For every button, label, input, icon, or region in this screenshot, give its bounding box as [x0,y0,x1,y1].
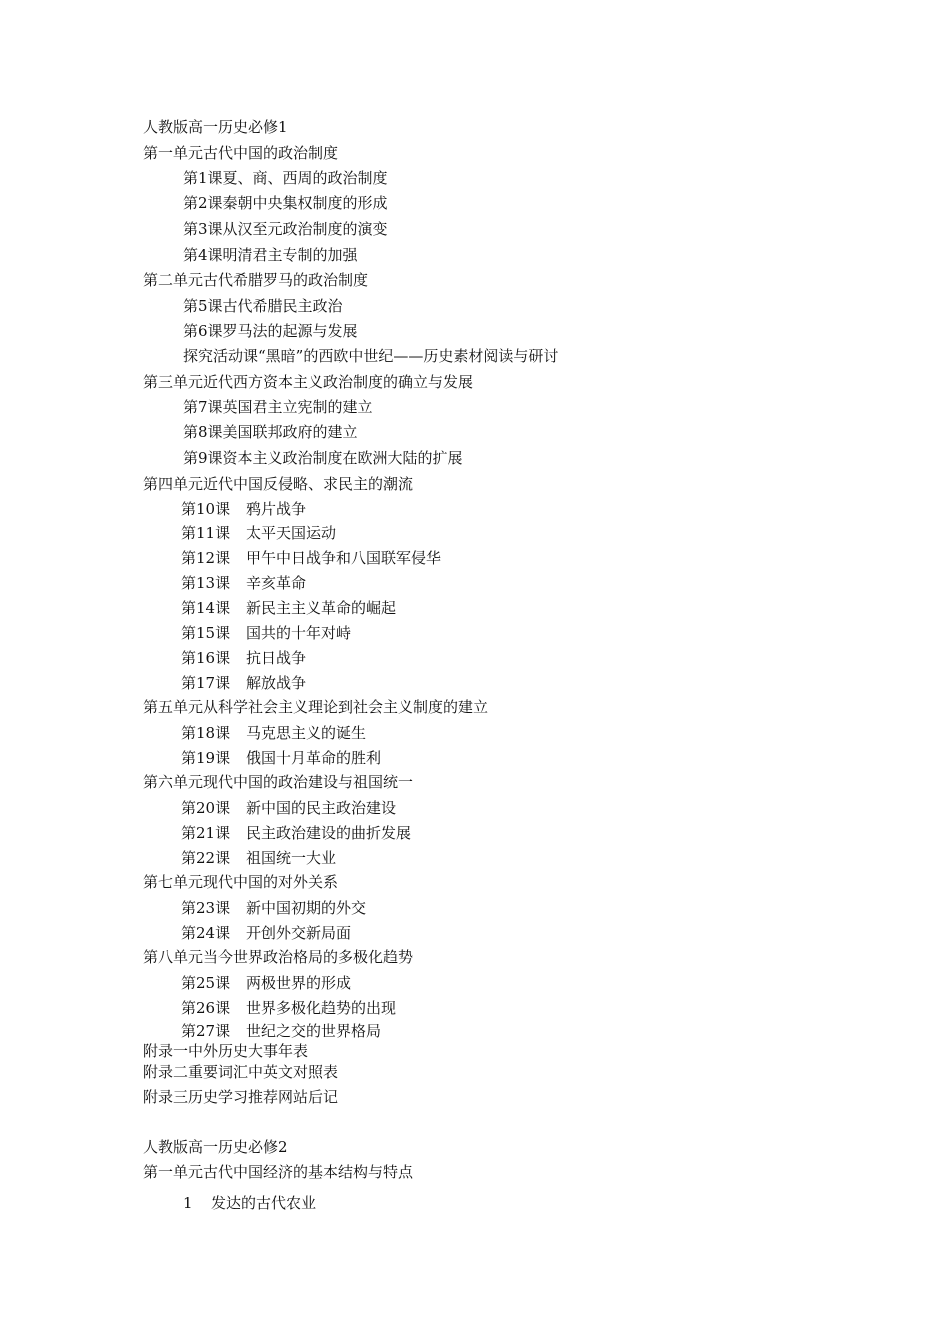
lesson-number: 第12课 [181,549,231,567]
lesson-20 [181,798,396,818]
lesson-title: 解放战争 [246,674,307,692]
lesson-title: 新中国的民主政治建设 [246,799,397,817]
inquiry-activity-lesson: 探究活动课“黑暗”的西欧中世纪——历史素材阅读与研讨 [183,347,559,365]
lesson-title: 马克思主义的诞生 [246,724,367,742]
lesson-24 [181,923,351,943]
lesson-title: 甲午中日战争和八国联军侵华 [246,549,442,567]
lesson-title: 新中国初期的外交 [246,899,367,917]
lesson-23 [181,898,366,918]
appendix-2: 附录二重要词汇中英文对照表 [143,1063,339,1081]
lesson-number: 第17课 [181,674,231,692]
lesson-17 [181,673,306,693]
lesson-title: 民主政治建设的曲折发展 [246,824,412,842]
lesson-25 [181,973,351,993]
lesson-number: 第18课 [181,724,231,742]
book2-title: 人教版高一历史必修2 [143,1138,288,1156]
lesson-18 [181,723,366,743]
lesson-14 [181,598,396,618]
lesson-title: 鸦片战争 [246,500,307,518]
lesson-number: 第21课 [181,824,231,842]
lesson-number: 第19课 [181,749,231,767]
lesson-3: 第3课从汉至元政治制度的演变 [183,220,388,238]
unit-8-heading: 第八单元当今世界政治格局的多极化趋势 [143,948,414,966]
lesson-6: 第6课罗马法的起源与发展 [183,322,358,340]
lesson-26 [181,998,396,1018]
lesson-1: 第1课夏、商、西周的政治制度 [183,169,388,187]
lesson-title: 新民主主义革命的崛起 [246,599,397,617]
appendix-3: 附录三历史学习推荐网站后记 [143,1088,339,1106]
lesson-title: 世纪之交的世界格局 [246,1022,382,1040]
lesson-number: 第20课 [181,799,231,817]
lesson-number: 第23课 [181,899,231,917]
lesson-7: 第7课英国君主立宪制的建立 [183,398,373,416]
lesson-8: 第8课美国联邦政府的建立 [183,423,358,441]
lesson-title: 两极世界的形成 [246,974,352,992]
lesson-number: 第27课 [181,1022,231,1040]
lesson-title: 太平天国运动 [246,524,337,542]
lesson-number: 第25课 [181,974,231,992]
lesson-number: 第26课 [181,999,231,1017]
lesson-number: 第11课 [181,524,231,542]
lesson-4: 第4课明清君主专制的加强 [183,246,358,264]
unit-6-heading: 第六单元现代中国的政治建设与祖国统一 [143,773,414,791]
unit-7-heading: 第七单元现代中国的对外关系 [143,873,339,891]
lesson-title: 发达的古代农业 [211,1194,317,1212]
lesson-title: 抗日战争 [246,649,307,667]
lesson-title: 国共的十年对峙 [246,624,352,642]
lesson-number: 1 [183,1194,193,1212]
lesson-5: 第5课古代希腊民主政治 [183,297,343,315]
book2-unit-1-heading: 第一单元古代中国经济的基本结构与特点 [143,1163,414,1181]
unit-4-heading: 第四单元近代中国反侵略、求民主的潮流 [143,475,414,493]
appendix-1: 附录一中外历史大事年表 [143,1042,309,1060]
lesson-10 [181,499,306,519]
lesson-number: 第14课 [181,599,231,617]
lesson-11 [181,523,336,543]
lesson-19 [181,748,381,768]
lesson-number: 第10课 [181,500,231,518]
unit-2-heading: 第二单元古代希腊罗马的政治制度 [143,271,369,289]
lesson-number: 第16课 [181,649,231,667]
lesson-22 [181,848,336,868]
book2-lesson-1 [183,1193,316,1213]
lesson-number: 第24课 [181,924,231,942]
lesson-13 [181,573,306,593]
lesson-16 [181,648,306,668]
unit-1-heading: 第一单元古代中国的政治制度 [143,144,339,162]
unit-5-heading: 第五单元从科学社会主义理论到社会主义制度的建立 [143,698,489,716]
lesson-21 [181,823,411,843]
lesson-number: 第22课 [181,849,231,867]
lesson-2: 第2课秦朝中央集权制度的形成 [183,194,388,212]
lesson-15 [181,623,351,643]
lesson-title: 祖国统一大业 [246,849,337,867]
lesson-title: 辛亥革命 [246,574,307,592]
lesson-number: 第13课 [181,574,231,592]
unit-3-heading: 第三单元近代西方资本主义政治制度的确立与发展 [143,373,474,391]
lesson-title: 俄国十月革命的胜利 [246,749,382,767]
lesson-title: 开创外交新局面 [246,924,352,942]
lesson-number: 第15课 [181,624,231,642]
lesson-12 [181,548,441,568]
book1-title: 人教版高一历史必修1 [143,118,288,136]
lesson-27 [181,1021,381,1041]
lesson-9: 第9课资本主义政治制度在欧洲大陆的扩展 [183,449,463,467]
lesson-title: 世界多极化趋势的出现 [246,999,397,1017]
